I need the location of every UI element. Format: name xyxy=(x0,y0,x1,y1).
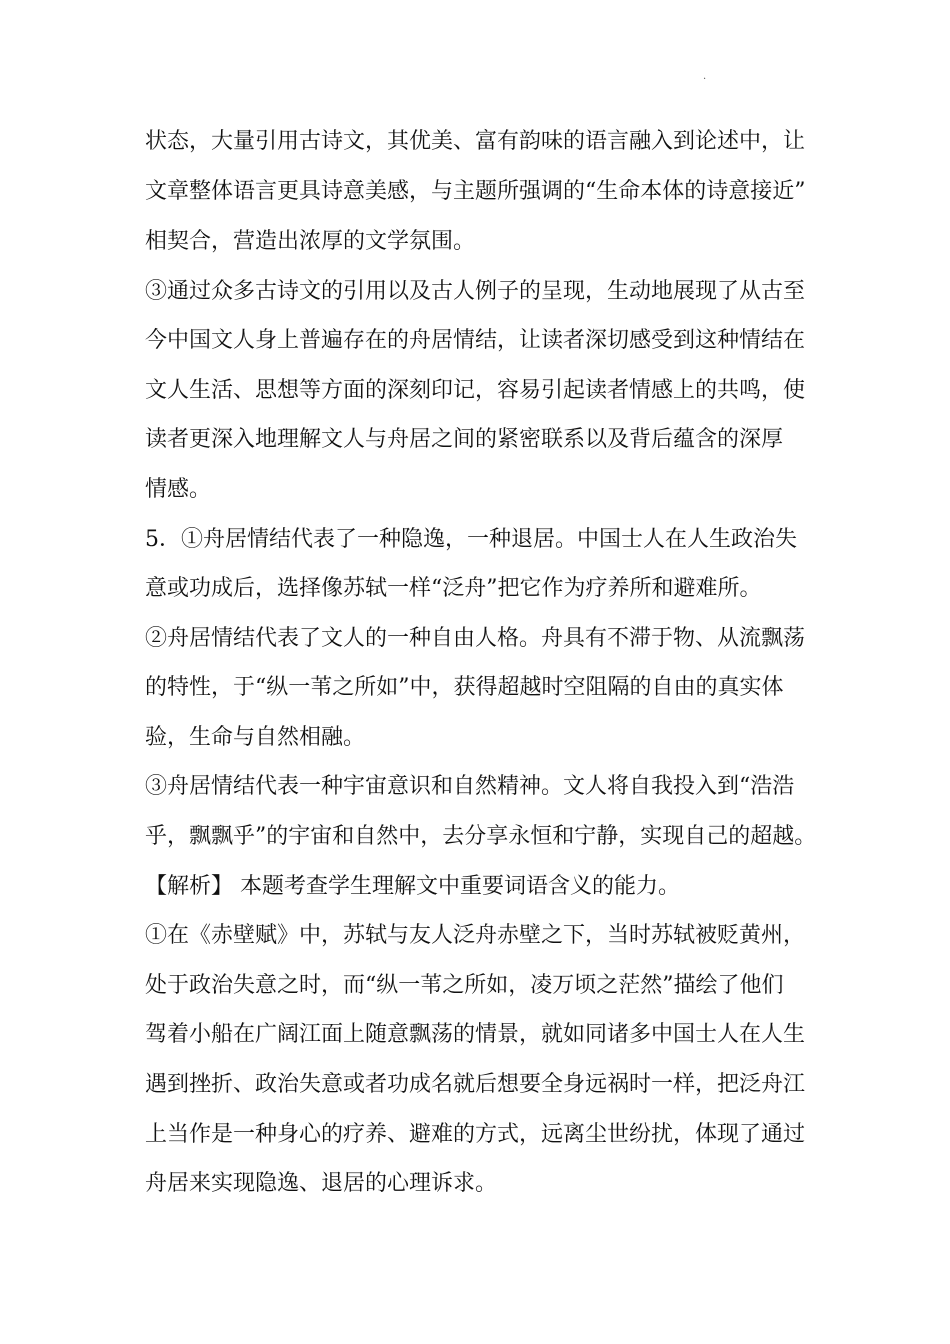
text-line: ③通过众多古诗文的引用以及古人例子的呈现，生动地展现了从古至 xyxy=(145,279,806,304)
text-line: 遇到挫折、政治失意或者功成名就后想要全身远祸时一样，把泛舟江 xyxy=(145,1072,806,1097)
text-line: 驾着小船在广阔江面上随意飘荡的情景，就如同诸多中国士人在人生 xyxy=(145,1022,806,1047)
text-line: 乎，飘飘乎”的宇宙和自然中，去分享永恒和宁静，实现自己的超越。 xyxy=(145,824,817,849)
text-line: 文章整体语言更具诗意美感，与主题所强调的“生命本体的诗意接近” xyxy=(145,179,806,204)
text-line: 状态，大量引用古诗文，其优美、富有韵味的语言融入到论述中，让 xyxy=(145,129,806,154)
text-line: ②舟居情结代表了文人的一种自由人格。舟具有不滞于物、从流飘荡 xyxy=(145,626,806,651)
text-line: 文人生活、思想等方面的深刻印记，容易引起读者情感上的共鸣，使 xyxy=(145,378,806,403)
page-mark: . xyxy=(703,71,707,82)
text-line: ③舟居情结代表一种宇宙意识和自然精神。文人将自我投入到“浩浩 xyxy=(145,774,795,799)
text-line: 上当作是一种身心的疗养、避难的方式，远离尘世纷扰，体现了通过 xyxy=(145,1122,806,1147)
text-line: 情感。 xyxy=(145,477,212,502)
text-line: ①在《赤壁赋》中，苏轼与友人泛舟赤壁之下，当时苏轼被贬黄州， xyxy=(145,923,806,948)
text-line: 处于政治失意之时，而“纵一苇之所如，凌万顷之茫然”描绘了他们 xyxy=(145,973,784,998)
text-line: 的特性，于“纵一苇之所如”中，获得超越时空阻隔的自由的真实体 xyxy=(145,675,784,700)
answer-5-heading: 5．①舟居情结代表了一种隐逸，一种退居。中国士人在人生政治失 xyxy=(145,527,797,552)
text-line: 今中国文人身上普遍存在的舟居情结，让读者深切感受到这种情结在 xyxy=(145,328,806,353)
text-line: 验，生命与自然相融。 xyxy=(145,725,366,750)
text-line: 意或功成后，选择像苏轼一样“泛舟”把它作为疗养所和避难所。 xyxy=(145,576,762,601)
analysis-heading: 【解析】 本题考查学生理解文中重要词语含义的能力。 xyxy=(145,874,680,899)
text-line: 读者更深入地理解文人与舟居之间的紧密联系以及背后蕴含的深厚 xyxy=(145,427,784,452)
text-line: 舟居来实现隐逸、退居的心理诉求。 xyxy=(145,1171,498,1196)
text-line: 相契合，营造出浓厚的文学氛围。 xyxy=(145,229,476,254)
